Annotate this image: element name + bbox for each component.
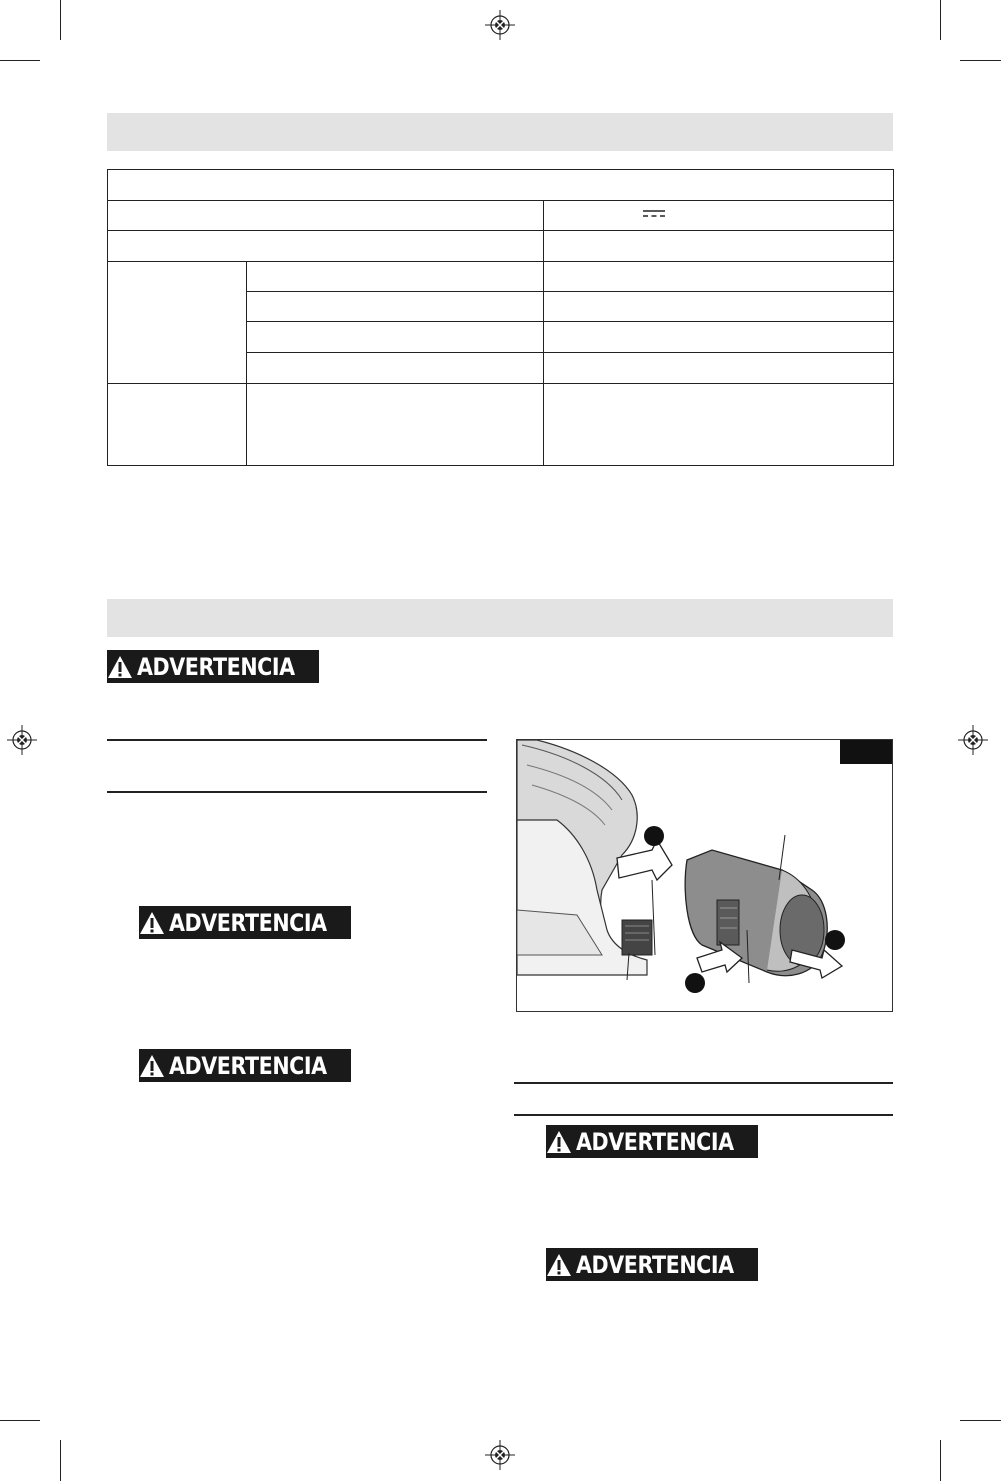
spec-cell-last-sub [247,383,544,465]
spec-cell-row2-value [544,231,894,262]
spec-cell-group-val3 [544,322,894,352]
spec-cell-group-val1 [544,262,894,292]
spec-cell-group-label [108,262,247,383]
crop-mark-top-left-h [0,60,40,61]
spec-cell-group-sub2 [247,292,544,322]
spec-cell-voltage-value [544,201,894,231]
spec-cell-group-sub1 [247,262,544,292]
spec-cell-group-val4 [544,352,894,383]
warning-label-text: ADVERTENCIA [576,1127,735,1156]
crop-mark-bottom-right-h [960,1420,1001,1421]
warning-triangle-icon [139,911,165,935]
spec-cell-group-sub3 [247,322,544,352]
crop-mark-bottom-right-v [940,1440,941,1481]
crop-mark-bottom-left-v [60,1440,61,1481]
section-header-band-specifications [107,113,893,151]
spec-cell-group-sub4 [247,352,544,383]
right-column-rule-top [514,1082,893,1084]
registration-mark-bottom-icon [485,1440,515,1470]
spec-cell-group-val2 [544,292,894,322]
warning-label-right-1 [546,1125,758,1158]
warning-label-text: ADVERTENCIA [169,908,328,937]
spec-cell-row2-label [108,231,544,262]
spec-cell-last-label [108,383,247,465]
section-header-band-battery [107,599,893,637]
warning-label-text: ADVERTENCIA [576,1250,735,1279]
registration-mark-top-icon [485,10,515,40]
registration-mark-right-icon [958,725,988,755]
registration-mark-left-icon [7,725,37,755]
spec-cell-last-value [544,383,894,465]
battery-insertion-figure [516,739,893,1012]
warning-triangle-icon [546,1130,572,1154]
warning-label-text: ADVERTENCIA [137,652,296,681]
warning-label-left-1 [139,906,351,939]
crop-mark-top-left-v [60,0,61,40]
warning-label-left-2 [139,1049,351,1082]
direct-current-symbol-icon [642,209,666,219]
spec-table-header-row [108,170,894,201]
warning-triangle-icon [107,655,133,679]
right-column-rule-bottom [514,1114,893,1116]
crop-mark-top-right-h [960,60,1001,61]
specifications-table [107,169,894,466]
left-column-rule-bottom [107,791,487,793]
crop-mark-top-right-v [940,0,941,40]
warning-label-right-2 [546,1248,758,1281]
crop-mark-bottom-left-h [0,1420,40,1421]
warning-label-main [107,650,319,683]
spec-cell-voltage-label [108,201,544,231]
battery-pack-illustration [517,740,893,1012]
left-column-rule-top [107,739,487,741]
warning-label-text: ADVERTENCIA [169,1051,328,1080]
warning-triangle-icon [546,1253,572,1277]
warning-triangle-icon [139,1054,165,1078]
